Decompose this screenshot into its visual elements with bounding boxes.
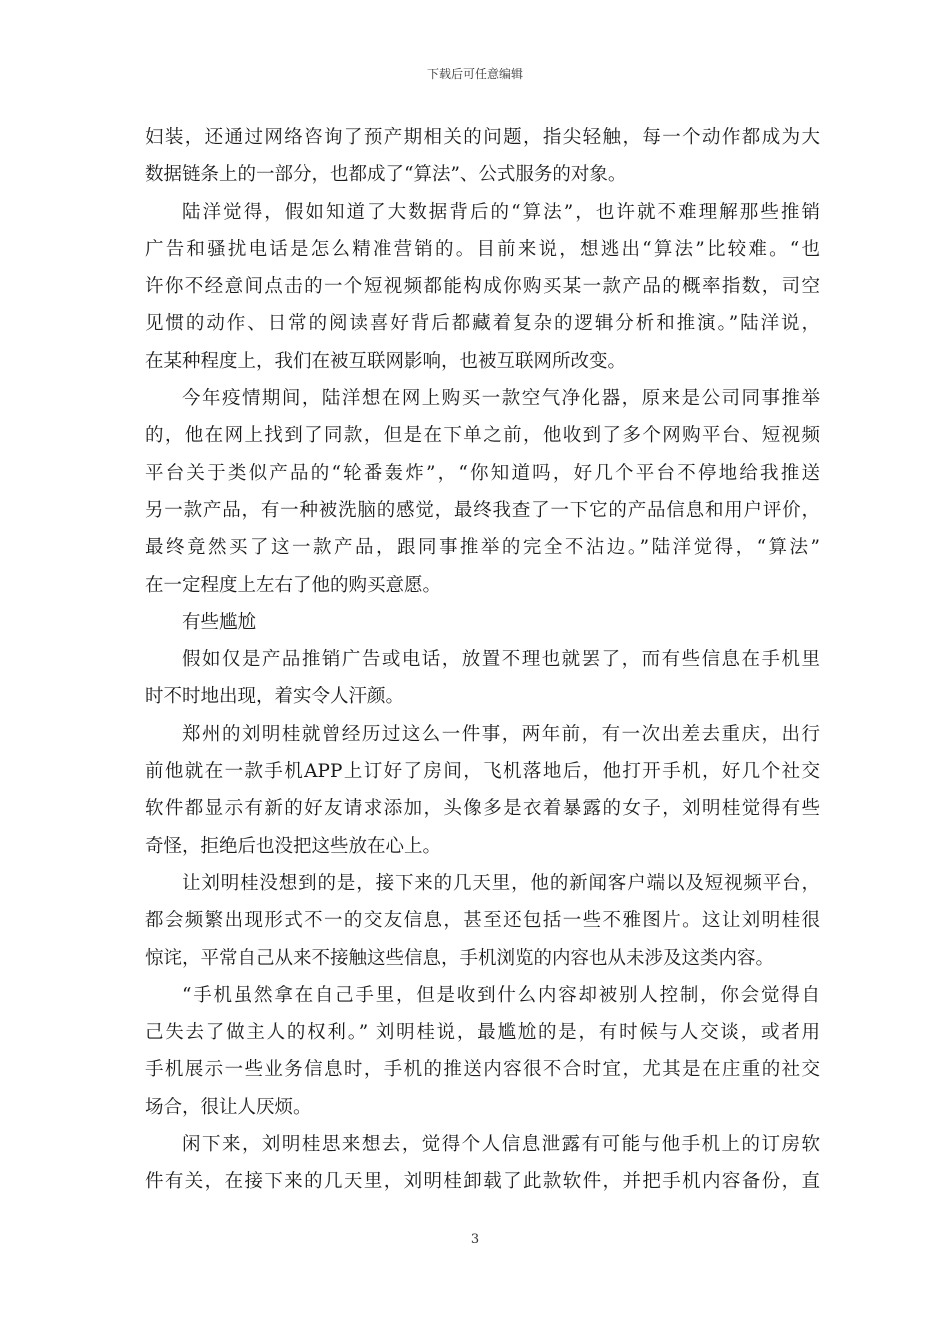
text-line: 惊诧，平常自己从来不接触这些信息，手机浏览的内容也从未涉及这类内容。 (145, 947, 775, 969)
text-line: 的，他在网上找到了同款，但是在下单之前，他收到了多个网购平台、短视频 (145, 425, 820, 447)
text-line: 场合，很让人厌烦。 (145, 1096, 312, 1118)
text-line: 让刘明桂没想到的是，接下来的几天里，他的新闻客户端以及短视频平台， (182, 872, 820, 894)
text-line: 妇装，还通过网络咨询了预产期相关的问题，指尖轻触，每一个动作都成为大 (145, 127, 820, 148)
text-line: 在某种程度上，我们在被互联网影响，也被互联网所改变。 (145, 350, 627, 372)
text-line: 己失去了做主人的权利。” 刘明桂说，最尴尬的是，有时候与人交谈，或者用 (145, 1022, 820, 1044)
text-line: 平台关于类似产品的“轮番轰炸”，“你知道吗，好几个平台不停地给我推送 (145, 462, 820, 484)
paragraph (145, 865, 820, 977)
paragraph (145, 716, 820, 865)
text-line: 手机展示一些业务信息时，手机的推送内容很不合时宜，尤其是在庄重的社交 (145, 1059, 820, 1081)
text-line: 前他就在一款手机APP上订好了房间，飞机落地后，他打开手机，好几个社交 (145, 761, 820, 783)
paragraph (145, 604, 820, 641)
paragraph (145, 641, 820, 716)
text-line: 在一定程度上左右了他的购买意愿。 (145, 574, 442, 596)
text-line: 件有关，在接下来的几天里，刘明桂卸载了此款软件，并把手机内容备份，直 (145, 1171, 820, 1193)
text-line: 都会频繁出现形式不一的交友信息，甚至还包括一些不雅图片。这让刘明桂很 (145, 910, 820, 932)
paragraph (145, 380, 820, 604)
text-line: 广告和骚扰电话是怎么精准营销的。目前来说，想逃出“算法”比较难。“也 (145, 238, 820, 260)
text-line: 奇怪，拒绝后也没把这些放在心上。 (145, 835, 442, 857)
text-line: 另一款产品，有一种被洗脑的感觉，最终我查了一下它的产品信息和用户评价， (145, 499, 820, 521)
text-line: 今年疫情期间，陆洋想在网上购买一款空气净化器，原来是公司同事推举 (182, 388, 820, 410)
page-header: 下载后可任意编辑 (426, 67, 523, 81)
paragraph (145, 1126, 820, 1201)
text-line: 假如仅是产品推销广告或电话，放置不理也就罢了，而有些信息在手机里 (182, 649, 820, 671)
paragraph (145, 194, 820, 380)
text-line: 郑州的刘明桂就曾经历过这么一件事，两年前，有一次出差去重庆，出行 (182, 723, 820, 745)
page-number: 3 (470, 1232, 480, 1247)
text-line: 最终竟然买了这一款产品，跟同事推举的完全不沾边。”陆洋觉得，“算法” (145, 537, 820, 559)
paragraph (145, 119, 820, 194)
text-line: “手机虽然拿在自己手里，但是收到什么内容却被别人控制，你会觉得自 (182, 984, 820, 1006)
text-line: 时不时地出现，着实令人汗颜。 (145, 686, 405, 708)
text-line: 有些尴尬 (182, 611, 257, 633)
text-line: 数据链条上的一部分，也都成了“算法”、公式服务的对象。 (145, 164, 627, 186)
text-line: 陆洋觉得，假如知道了大数据背后的“算法”，也许就不难理解那些推销 (182, 201, 820, 223)
text-line: 闲下来，刘明桂思来想去，觉得个人信息泄露有可能与他手机上的订房软 (182, 1134, 820, 1156)
document-body (145, 119, 820, 1201)
paragraph (145, 977, 820, 1126)
text-line: 软件都显示有新的好友请求添加，头像多是衣着暴露的女子，刘明桂觉得有些 (145, 798, 820, 820)
text-line: 见惯的动作、日常的阅读喜好背后都藏着复杂的逻辑分析和推演。”陆洋说， (145, 313, 820, 335)
text-line: 许你不经意间点击的一个短视频都能构成你购买某一款产品的概率指数，司空 (145, 276, 820, 298)
